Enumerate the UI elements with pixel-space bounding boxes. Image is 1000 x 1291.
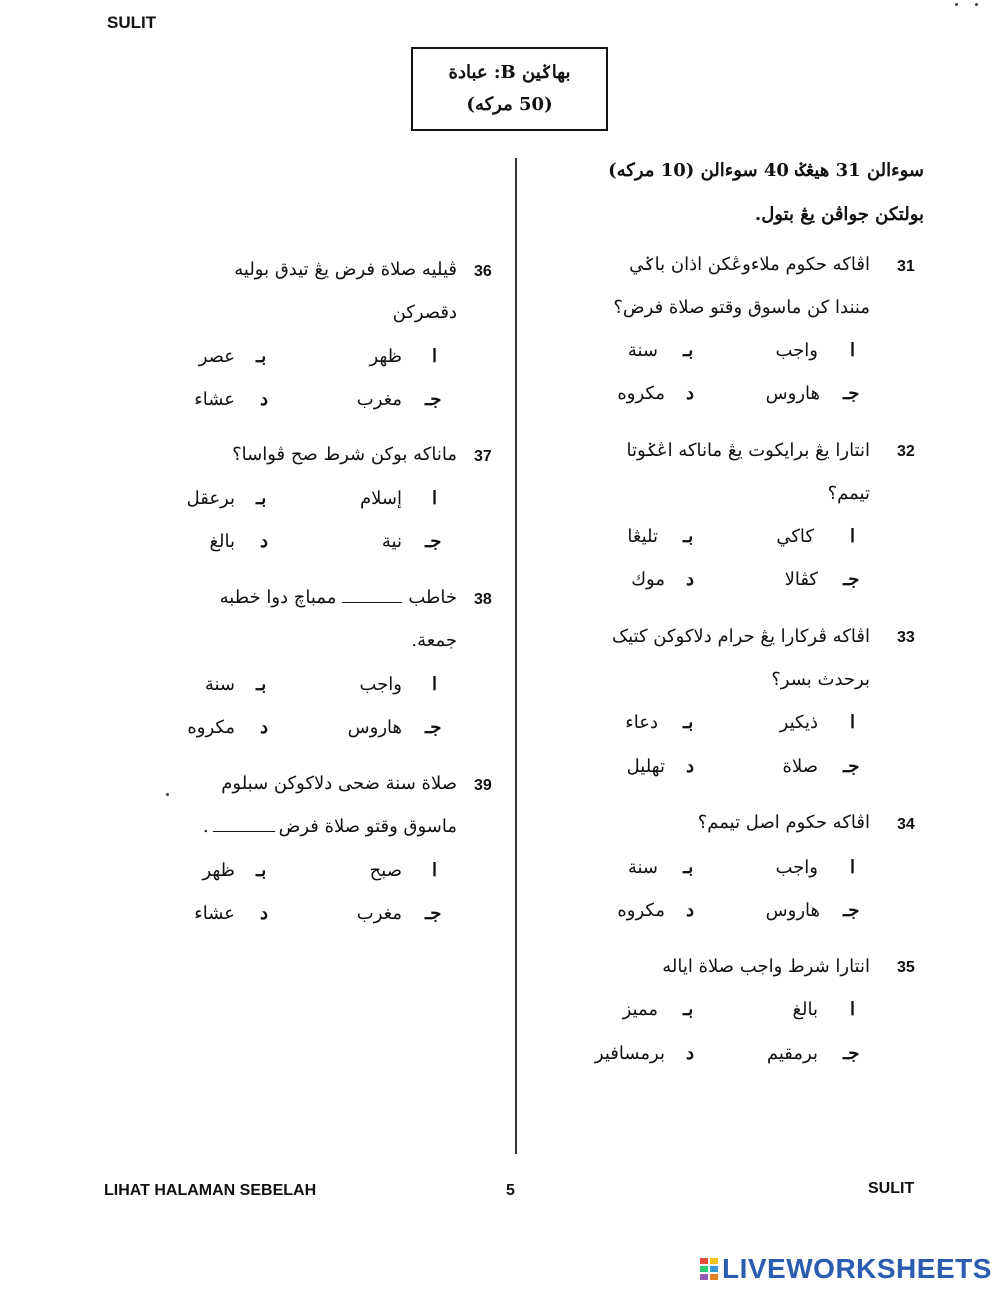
option-b[interactable]: برعقل — [186, 488, 235, 509]
option-label-b: بـ — [256, 860, 267, 881]
option-label-a: ا — [432, 674, 438, 695]
question-text: اڤاكه حكوم ملاءوڠكن اذان باݢي — [629, 254, 870, 275]
option-d[interactable]: عشاء — [194, 903, 235, 924]
question-text: اڤاكه ڤركارا يڠ حرام دلاكوكن كتيک — [612, 626, 870, 647]
option-a[interactable]: كاكي — [776, 526, 814, 547]
option-d[interactable]: برمسافير — [594, 1043, 665, 1064]
option-label-c: جـ — [843, 900, 860, 921]
option-d[interactable]: مكروه — [617, 900, 665, 921]
question-text: ماناكه بوكن شرط صح ڤواسا؟ — [232, 444, 457, 465]
question-number: 36 — [474, 263, 492, 280]
liveworksheets-logo-icon — [700, 1258, 718, 1280]
option-label-a: ا — [850, 340, 856, 361]
option-c[interactable]: هاروس — [347, 717, 402, 738]
option-label-c: جـ — [425, 531, 442, 552]
option-label-c: جـ — [843, 756, 860, 777]
question-text: صلاة سنة ضحى دلاكوكن سبلوم — [221, 773, 457, 794]
option-label-a: ا — [850, 526, 856, 547]
option-label-c: جـ — [425, 717, 442, 738]
option-label-b: بـ — [256, 488, 267, 509]
question-text: دقصركن — [392, 302, 457, 323]
option-label-d: د — [260, 717, 269, 738]
question-text: جمعة. — [411, 630, 457, 651]
question-text: ڤيليه صلاة فرض يڠ تيدق بوليه — [234, 259, 457, 280]
option-d[interactable]: تهليل — [626, 756, 665, 777]
instruction-line-1: سوءالن 31 هيڠݢ 40 سوءالن (10 مركه) — [608, 160, 924, 181]
answer-blank[interactable] — [342, 602, 402, 603]
page-number: 5 — [506, 1182, 515, 1199]
question-text-end: ممباچ دوا خطبه — [219, 587, 337, 608]
option-d[interactable]: مكروه — [187, 717, 235, 738]
question-text-start: خاطب — [408, 587, 457, 608]
option-label-d: د — [686, 900, 695, 921]
option-label-b: بـ — [683, 340, 694, 361]
question-number: 39 — [474, 777, 492, 794]
option-d[interactable]: بالغ — [209, 531, 235, 552]
option-label-b: بـ — [683, 999, 694, 1020]
question-number: 33 — [897, 629, 915, 646]
full-stop: . — [202, 816, 209, 837]
option-b[interactable]: عصر — [198, 346, 235, 367]
answer-blank[interactable] — [213, 831, 275, 832]
option-a[interactable]: واجب — [775, 340, 818, 361]
option-a[interactable]: واجب — [775, 857, 818, 878]
option-label-c: جـ — [425, 389, 442, 410]
option-label-a: ا — [850, 857, 856, 878]
option-label-c: جـ — [843, 383, 860, 404]
option-label-d: د — [686, 383, 695, 404]
liveworksheets-logo-text: LIVEWORKSHEETS — [722, 1253, 992, 1284]
option-c[interactable]: برمقيم — [766, 1043, 818, 1064]
question-text — [220, 587, 457, 608]
question-text: منندا كن ماسوق وقتو صلاة فرض؟ — [613, 297, 870, 318]
option-b[interactable]: ظهر — [202, 860, 235, 881]
option-label-c: جـ — [843, 569, 860, 590]
option-label-b: بـ — [683, 712, 694, 733]
option-label-a: ا — [850, 999, 856, 1020]
option-label-b: بـ — [683, 857, 694, 878]
option-a[interactable]: بالغ — [792, 999, 818, 1020]
option-c[interactable]: مغرب — [356, 903, 402, 924]
option-label-d: د — [686, 756, 695, 777]
question-text: انتارا يڠ برايكوت يڠ ماناكه اڠݢوتا — [626, 440, 870, 461]
option-a[interactable]: واجب — [359, 674, 402, 695]
question-text — [203, 816, 457, 837]
question-number: 35 — [897, 959, 915, 976]
option-label-c: جـ — [425, 903, 442, 924]
option-b[interactable]: مميز — [622, 999, 658, 1020]
question-number: 37 — [474, 448, 492, 465]
footer-sulit: SULIT — [868, 1180, 915, 1197]
column-divider — [515, 158, 517, 1154]
question-number: 31 — [897, 258, 915, 275]
option-label-c: جـ — [843, 1043, 860, 1064]
question-text: برحدث بسر؟ — [771, 669, 870, 690]
option-label-a: ا — [432, 860, 438, 881]
scan-dot — [975, 3, 978, 6]
option-b[interactable]: سنة — [204, 674, 235, 695]
option-label-d: د — [686, 1043, 695, 1064]
footer-next-page: LIHAT HALAMAN SEBELAH — [104, 1182, 317, 1199]
question-text-part: ماسوق وقتو صلاة فرض — [278, 816, 457, 837]
option-label-d: د — [260, 389, 269, 410]
option-label-a: ا — [432, 346, 438, 367]
scan-dot — [166, 793, 169, 796]
question-number: 34 — [897, 816, 915, 833]
option-a[interactable]: صبح — [369, 860, 402, 881]
section-title: بهاݢين B: عبادة — [448, 62, 571, 83]
option-b[interactable]: سنة — [627, 340, 658, 361]
option-label-a: ا — [850, 712, 856, 733]
question-number: 38 — [474, 591, 492, 608]
question-text: اڤاكه حكوم اصل تيمم؟ — [697, 812, 870, 833]
option-c[interactable]: هاروس — [765, 900, 820, 921]
question-text: تيمم؟ — [827, 483, 870, 504]
section-marks: (50 مركه) — [466, 94, 553, 115]
instruction-line-2: بولتكن جواڤن يڠ بتول. — [754, 204, 924, 225]
option-a[interactable]: ذيكير — [779, 712, 818, 733]
option-label-d: د — [260, 531, 269, 552]
option-c[interactable]: هاروس — [765, 383, 820, 404]
option-label-d: د — [260, 903, 269, 924]
option-label-b: بـ — [256, 674, 267, 695]
question-number: 32 — [897, 443, 915, 460]
option-c[interactable]: مغرب — [356, 389, 402, 410]
option-a[interactable]: إسلام — [360, 488, 402, 509]
option-d[interactable]: موك — [631, 569, 665, 590]
option-d[interactable]: عشاء — [194, 389, 235, 410]
option-b[interactable]: تليڠا — [627, 526, 658, 547]
option-c[interactable]: كڤالا — [784, 569, 818, 590]
option-b[interactable]: دعاء — [625, 712, 658, 733]
option-label-a: ا — [432, 488, 438, 509]
question-text: انتارا شرط واجب صلاة اياله — [662, 956, 870, 977]
scan-dot — [955, 3, 958, 6]
option-label-b: بـ — [683, 526, 694, 547]
header-sulit: SULIT — [107, 13, 157, 32]
option-label-b: بـ — [256, 346, 267, 367]
liveworksheets-logo — [700, 1253, 992, 1285]
option-b[interactable]: سنة — [627, 857, 658, 878]
option-a[interactable]: ظهر — [369, 346, 402, 367]
option-label-d: د — [686, 569, 695, 590]
option-c[interactable]: نية — [381, 531, 402, 552]
section-title-box — [411, 47, 608, 131]
option-d[interactable]: مكروه — [617, 383, 665, 404]
option-c[interactable]: صلاة — [782, 756, 818, 777]
